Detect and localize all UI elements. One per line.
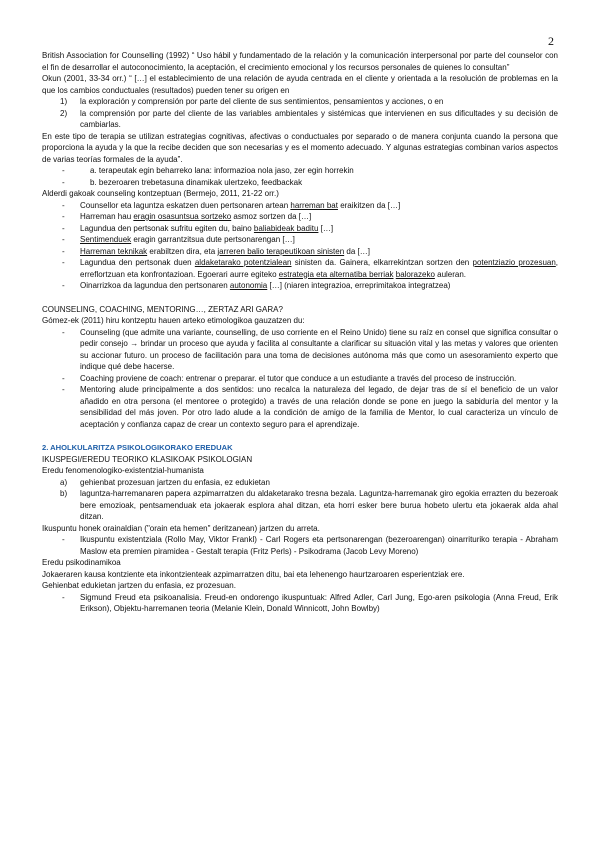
list-marker: - — [62, 327, 65, 337]
list-item: 1) la exploración y comprensión por parte del cliente de sus sentimientos, pensamientos y acciones, o en — [60, 97, 444, 106]
list-marker: - — [62, 246, 65, 256]
feno-list — [42, 477, 558, 523]
eredu-psikodinamikoa: Eredu psikodinamikoa — [42, 558, 121, 567]
list-item: - Sigmund Freud eta psikoanalisia. Freud-en ondorengo ikuspuntuak: Alfred Adler, Carl Jung, Ego-aren psikologia (Anna Freud, Erik Erikson), Objektu-harremanen teoria (Melanie Klein, Donald Winnicott, John Bowlby) — [62, 592, 558, 613]
list-marker: - — [62, 166, 65, 175]
list-item: 2) la comprensión por parte del cliente de las variables ambientales y sistémicas que intervienen en sus dificultades y su decisión de cambiarlas. — [60, 108, 558, 129]
list-marker: - — [62, 281, 65, 290]
list-marker: - — [62, 535, 65, 544]
freud-list — [42, 592, 558, 615]
okun-list — [42, 96, 558, 131]
terapia-paragraph: En este tipo de terapia se utilizan estrategias cognitivas, afectivas o conductuales por separado o de manera conjunta cuando la persona que proporciona la ayuda y la que la recibe deciden que son necesarias y es el momento adecuado. Y algunas estrategias combinan varios aspectos de varias teorías formales de la ayuda”. — [42, 131, 558, 164]
gomez-list — [42, 327, 558, 431]
list-item: - Harreman teknikak erabiltzen dira, eta jarreren balio terapeutikoan sinisten da […] — [62, 246, 370, 256]
list-item: - Harreman hau eragin osasuntsua sortzeko asmoz sortzen da […] — [62, 212, 312, 221]
alderdi-list — [42, 200, 558, 292]
list-item: - Sentimenduek eragin garrantzitsua dute pertsonarengan […] — [62, 235, 295, 244]
list-item: - a. terapeutak egin beharreko lana: informazioa nola jaso, zer egin horrekin — [62, 166, 354, 175]
list-marker: - — [62, 177, 65, 187]
list-item: b) laguntza-harremanaren papera azpimarratzen du aldaketarako tresna bezala. Laguntza-harremanak giro egokia errazten du bezeroak bere emozioak, pentsamenduak eta jokaerak esplora ahal ditzan, eta horri esker bere burua hobeto ulertu eta jokaerak alda ahal ditzan. — [60, 489, 558, 521]
subheading-ikuspegi: IKUSPEGI/EREDU TEORIKO KLASIKOAK PSIKOLOGIAN — [42, 454, 253, 464]
list-item: - Mentoring alude principalmente a dos sentidos: uno recalca la naturaleza del legado, de dejar tras de sí el beneficio de un valor añadido en otra persona (el mentoree o protegido) a través de una relación donde se pone en juego la sabiduría del mentor y la sensibilidad del más joven. Por otro lado alude a la condición de amigo de la familia de Mentor, lo cual caracteriza un vínculo de aceptación y confianza capaz de crear un contexto seguro para el aprendizaje. — [62, 385, 558, 429]
spacer — [42, 430, 558, 442]
list-marker: - — [62, 223, 65, 233]
gehienbat-paragraph: Gehienbat edukietan jartzen du enfasia, ez prozesuan. — [42, 581, 236, 590]
list-item: - Counsellor eta laguntza eskatzen duen pertsonaren artean harreman bat eraikitzen da […] — [62, 200, 401, 210]
list-marker: a) — [60, 477, 68, 487]
list-marker: - — [62, 258, 65, 267]
bac-definition: British Association for Counselling (1992) “ Uso hábil y fundamentado de la relación y la comunicación interpersonal por parte del counselor con el fin de desarrollar el autoconocimiento, la aceptación, el crecimiento emocional y los recursos personales de quienes lo consultan” — [42, 51, 558, 72]
eredu-fenomenologiko: Eredu fenomenologiko-existentzial-humanista — [42, 466, 204, 475]
page-number: 2 — [548, 34, 554, 48]
list-item: - Coaching proviene de coach: entrenar o preparar. el tutor que conduce a un estudiante a través del proceso de instrucción. — [62, 373, 517, 383]
list-marker: 1) — [60, 97, 68, 106]
list-marker: b) — [60, 489, 68, 498]
ikuspuntu-list — [42, 534, 558, 557]
list-marker: 2) — [60, 108, 68, 118]
list-marker: - — [62, 212, 65, 221]
list-marker: - — [62, 385, 65, 394]
list-marker: - — [62, 592, 65, 602]
jokaera-paragraph: Jokaeraren kausa kontziente eta inkontzienteak azpimarratzen ditu, bai eta lehenengo haurtzaroaren esperientziak ere. — [42, 569, 465, 579]
list-item: - Counseling (que admite una variante, counselling, de uso corriente en el Reino Unido) tiene su raíz en consel que significa consultar o pedir consejo → brindar un proceso que ayuda y facilita al consultante a clarificar su situación vital y las metas y valores que orienten su accionar futuro. un proceso de facilitación para una toma de decisiones autónoma más que como un asesoramiento experto que indique qué debe hacerse. — [62, 327, 558, 371]
terapia-sublist — [42, 165, 558, 188]
list-item: - b. bezeroaren trebetasuna dinamikak ulertzeko, feedbackak — [62, 177, 303, 187]
list-item: - Ikuspuntu existentziala (Rollo May, Viktor Frankl) - Carl Rogers eta pertsonarengan (bezeroarengan) oinarrituriko terapia - Abraham Maslow eta premien piramidea - Gestalt terapia (Fritz Perls) - Psikodrama (Jacob Levy Moreno) — [62, 535, 558, 556]
list-marker: - — [62, 373, 65, 383]
list-marker: - — [62, 235, 65, 244]
section-heading-counseling: COUNSELING, COACHING, MENTORING…, ZERTAZ ARI GARA? — [42, 304, 283, 314]
alderdi-heading: Alderdi gakoak counseling kontzeptuan (Bermejo, 2011, 21-22 orr.) — [42, 189, 279, 198]
gomez-intro: Gómez-ek (2011) hiru kontzeptu hauen arteko etimologikoa gauzatzen du: — [42, 316, 305, 325]
section-heading-ereduak: 2. AHOLKULARITZA PSIKOLOGIKORAKO EREDUAK — [42, 443, 233, 452]
list-item: - Oinarrizkoa da lagundua den pertsonaren autonomia […] (niaren integrazioa, erreprimitakoa integratzea) — [62, 281, 451, 290]
list-item: a) gehienbat prozesuan jartzen du enfasia, ez edukietan — [60, 477, 270, 487]
list-marker: - — [62, 200, 65, 210]
okun-definition: Okun (2001, 33-34 orr.) “ […] el establecimiento de una relación de ayuda centrada en el cliente y orientada a la resolución de problemas en la que los cambios conductuales (resultados) pueden tener su origen en — [42, 74, 558, 95]
list-item: - Lagundua den pertsonak duen aldaketarako potentzialean sinisten da. Gainera, elkarrekintzan sortzen den potentziazio prozesuan, erreflortzuan eta konfrontazioan. Egoerari aurre egiteko estrategia eta alternatiba berriak balorazeko auleran. — [62, 258, 559, 279]
list-item: - Lagundua den pertsonak sufritu egiten du, baino baliabideak baditu […] — [62, 223, 334, 233]
spacer — [42, 292, 558, 304]
ikuspuntu-paragraph: Ikuspuntu honek orainaldian ("orain eta hemen" deritzanean) jartzen du arreta. — [42, 523, 320, 533]
page-content — [42, 50, 558, 615]
